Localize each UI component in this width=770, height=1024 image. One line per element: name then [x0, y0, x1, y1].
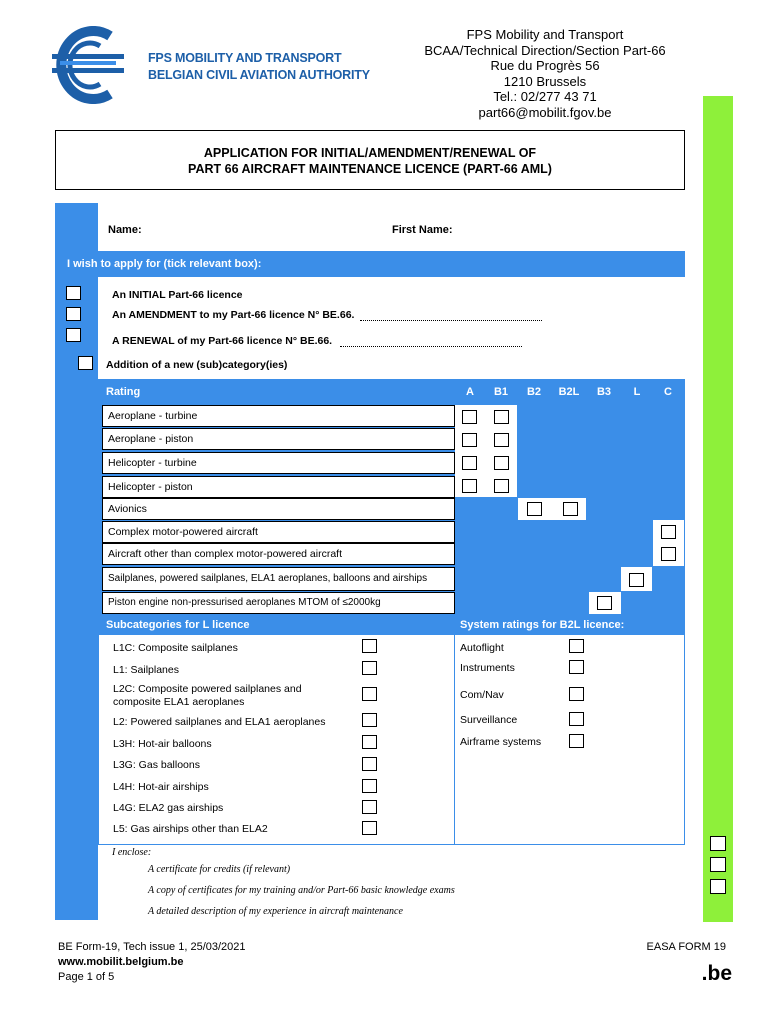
rating-row: Avionics: [102, 498, 455, 520]
subcat-checkbox[interactable]: [362, 661, 377, 675]
green-sidebar: [703, 96, 733, 922]
enclosure-item: A certificate for credits (if relevant): [148, 864, 291, 875]
logo: [52, 26, 392, 104]
subcat-checkbox[interactable]: [362, 713, 377, 727]
rating-row: Sailplanes, powered sailplanes, ELA1 aeroplanes, balloons and airships: [102, 567, 455, 591]
option-amendment: An AMENDMENT to my Part-66 licence N° BE.66.: [112, 309, 355, 321]
rating-row: Aeroplane - turbine: [102, 405, 455, 427]
subcat-checkbox[interactable]: [362, 639, 377, 653]
subcat-checkbox[interactable]: [362, 779, 377, 793]
cb-other-c[interactable]: [661, 547, 676, 561]
cb-helicopter-turbine-b1[interactable]: [494, 456, 509, 470]
subcat-label: L1: Sailplanes: [113, 664, 179, 676]
system-checkbox[interactable]: [569, 712, 584, 726]
fps-emblem-icon: [52, 26, 124, 104]
cb-aeroplane-turbine-b1[interactable]: [494, 410, 509, 424]
title-box: [55, 130, 685, 190]
system-checkbox[interactable]: [569, 687, 584, 701]
cb-aeroplane-turbine-a[interactable]: [462, 410, 477, 424]
rating-row: Helicopter - piston: [102, 476, 455, 498]
category-header: B2L: [558, 386, 580, 398]
option-initial: An INITIAL Part-66 licence: [112, 289, 243, 301]
cb-helicopter-piston-b1[interactable]: [494, 479, 509, 493]
subcat-checkbox[interactable]: [362, 800, 377, 814]
category-header: A: [466, 386, 474, 398]
option-addition: Addition of a new (sub)category(ies): [106, 359, 288, 371]
cb-sailplanes-l[interactable]: [629, 573, 644, 587]
cb-helicopter-turbine-a[interactable]: [462, 456, 477, 470]
enclose-label: I enclose:: [112, 847, 152, 858]
first-name-label: First Name:: [392, 224, 453, 236]
subcat-label: L5: Gas airships other than ELA2: [113, 823, 268, 835]
system-label: Surveillance: [460, 714, 518, 726]
category-header: L: [633, 386, 641, 398]
subcat-label: L2: Powered sailplanes and ELA1 aeroplanes: [113, 716, 326, 728]
address-line: 1210 Brussels: [503, 73, 587, 89]
subcat-label: L4G: ELA2 gas airships: [113, 802, 224, 814]
subcat-label: L3H: Hot-air balloons: [113, 738, 212, 750]
category-header: B2: [526, 386, 542, 398]
enclosure-checkbox[interactable]: [710, 879, 726, 894]
name-label: Name:: [108, 224, 142, 236]
address-line: Rue du Progrès 56: [490, 58, 600, 73]
enclosure-checkbox[interactable]: [710, 836, 726, 851]
enclosure-checkbox[interactable]: [710, 857, 726, 872]
footer-easa-form: EASA FORM 19: [646, 941, 726, 953]
address-line: FPS Mobility and Transport: [466, 27, 624, 42]
cb-helicopter-piston-a[interactable]: [462, 479, 477, 493]
subcat-checkbox[interactable]: [362, 757, 377, 771]
category-header: B1: [493, 386, 509, 398]
rating-row: Complex motor-powered aircraft: [102, 521, 455, 543]
logo-line2: BELGIAN CIVIL AVIATION AUTHORITY: [148, 68, 370, 82]
cb-piston-b3[interactable]: [597, 596, 612, 610]
cb-aeroplane-piston-a[interactable]: [462, 433, 477, 447]
subcat-checkbox[interactable]: [362, 821, 377, 835]
subcat-header: Subcategories for L licence: [106, 619, 250, 631]
system-checkbox[interactable]: [569, 734, 584, 748]
category-header: C: [664, 386, 672, 398]
subcat-label: L1C: Composite sailplanes: [113, 642, 238, 654]
cb-complex-c[interactable]: [661, 525, 676, 539]
subcat-checkbox[interactable]: [362, 687, 377, 701]
addition-checkbox[interactable]: [78, 356, 93, 370]
footer-website[interactable]: www.mobilit.belgium.be: [58, 956, 184, 968]
enclosure-item: A detailed description of my experience in aircraft maintenance: [148, 906, 403, 917]
footer-form-id: BE Form-19, Tech issue 1, 25/03/2021: [58, 941, 246, 953]
system-header: System ratings for B2L licence:: [460, 619, 625, 631]
category-header: B3: [596, 386, 612, 398]
subcat-label: L4H: Hot-air airships: [113, 781, 209, 793]
rating-row: Piston engine non-pressurised aeroplanes MTOM of ≤2000kg: [102, 592, 455, 614]
cb-aeroplane-piston-b1[interactable]: [494, 433, 509, 447]
rating-row: Aeroplane - piston: [102, 428, 455, 450]
renewal-number-line[interactable]: [340, 346, 522, 347]
address-email: part66@mobilit.fgov.be: [478, 104, 612, 120]
rating-row: Helicopter - turbine: [102, 452, 455, 474]
be-logo: .be: [701, 962, 732, 985]
system-label: Airframe systems: [460, 736, 542, 748]
system-checkbox[interactable]: [569, 639, 584, 653]
footer-page-number: Page 1 of 5: [58, 971, 115, 983]
section-divider: [454, 615, 455, 845]
renewal-checkbox[interactable]: [66, 328, 81, 342]
cb-avionics-b2[interactable]: [527, 502, 542, 516]
address-block: [390, 27, 700, 120]
rating-header: Rating: [106, 386, 141, 398]
system-label: Autoflight: [460, 642, 504, 654]
logo-line1: FPS MOBILITY AND TRANSPORT: [148, 51, 342, 65]
rating-row: Aircraft other than complex motor-powered aircraft: [102, 543, 455, 565]
subcat-label: L2C: Composite powered sailplanes and composite ELA1 aeroplanes: [113, 683, 302, 708]
system-label: Instruments: [460, 662, 515, 674]
address-line: BCAA/Technical Direction/Section Part-66: [424, 42, 666, 58]
enclosure-item: A copy of certificates for my training and/or Part-66 basic knowledge exams: [148, 885, 455, 896]
system-label: Com/Nav: [460, 689, 504, 701]
address-line: Tel.: 02/277 43 71: [493, 89, 597, 104]
subcat-checkbox[interactable]: [362, 735, 377, 749]
amendment-checkbox[interactable]: [66, 307, 81, 321]
page-title-line1: APPLICATION FOR INITIAL/AMENDMENT/RENEWAL OF: [203, 146, 537, 160]
amendment-number-line[interactable]: [360, 320, 542, 321]
option-renewal: A RENEWAL of my Part-66 licence N° BE.66.: [112, 335, 333, 347]
system-checkbox[interactable]: [569, 660, 584, 674]
apply-header-text: I wish to apply for (tick relevant box):: [67, 258, 262, 270]
initial-checkbox[interactable]: [66, 286, 81, 300]
subcat-label: L3G: Gas balloons: [113, 759, 200, 771]
page-title-line2: PART 66 AIRCRAFT MAINTENANCE LICENCE (PART-66 AML): [188, 162, 552, 176]
cb-avionics-b2l[interactable]: [563, 502, 578, 516]
